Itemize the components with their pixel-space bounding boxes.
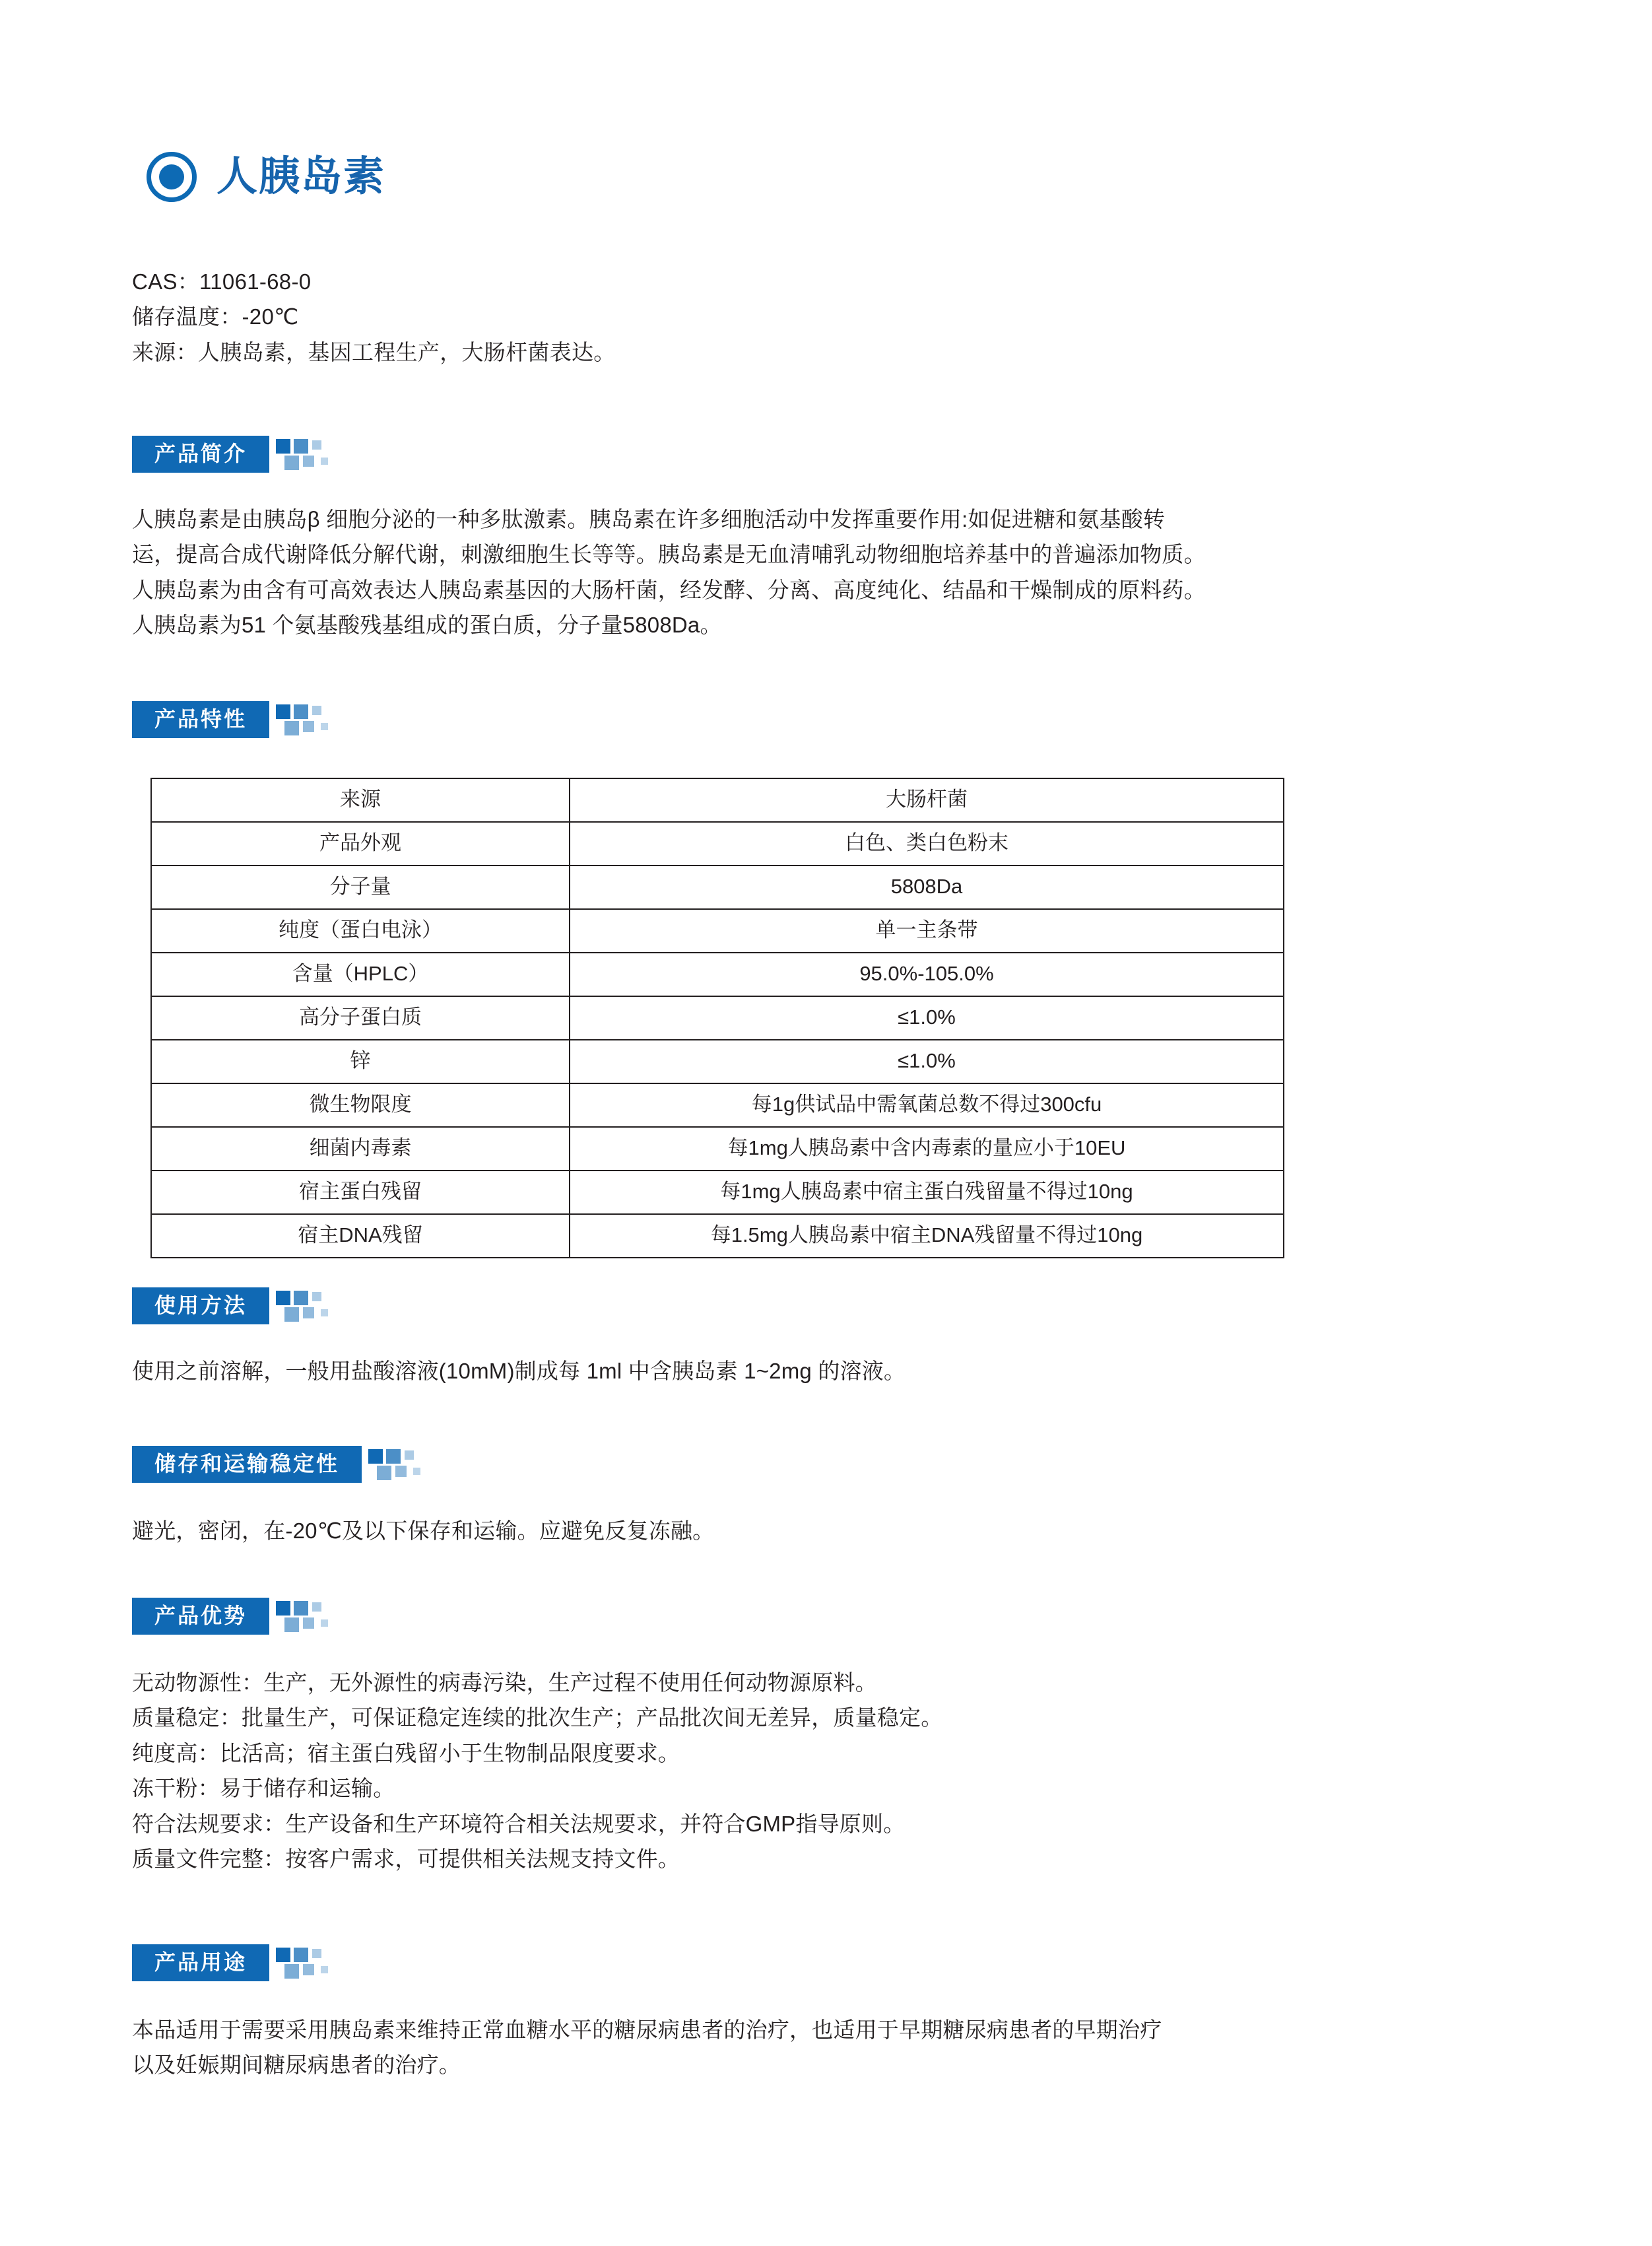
advantages-text bbox=[132, 1665, 1538, 1877]
section-heading-application-label: 产品用途 bbox=[132, 1944, 269, 1981]
table-row bbox=[151, 1127, 1284, 1171]
section-heading-usage bbox=[132, 1287, 357, 1324]
table-cell-name: 来源 bbox=[151, 778, 570, 822]
table-cell-value: 每1.5mg人胰岛素中宿主DNA残留量不得过10ng bbox=[570, 1214, 1284, 1258]
intro-line: 人胰岛素是由胰岛β 细胞分泌的一种多肽激素。胰岛素在许多细胞活动中发挥重要作用:如促进糖和氨基酸转 bbox=[132, 507, 1166, 531]
table-cell-value: ≤1.0% bbox=[570, 1040, 1284, 1083]
table-cell-value: 每1mg人胰岛素中含内毒素的量应小于10EU bbox=[570, 1127, 1284, 1171]
table-row bbox=[151, 1171, 1284, 1214]
table-cell-value: 白色、类白色粉末 bbox=[570, 822, 1284, 866]
page-title: 人胰岛素 bbox=[216, 154, 386, 199]
application-text bbox=[132, 2012, 1538, 2083]
advantages-line: 质量稳定：批量生产，可保证稳定连续的批次生产；产品批次间无差异，质量稳定。 bbox=[132, 1705, 943, 1730]
table-cell-value: 5808Da bbox=[570, 866, 1284, 909]
table-cell-value: 每1g供试品中需氧菌总数不得过300cfu bbox=[570, 1083, 1284, 1127]
table-cell-value: 大肠杆菌 bbox=[570, 778, 1284, 822]
bullet-icon bbox=[147, 152, 197, 202]
application-line: 以及妊娠期间糖尿病患者的治疗。 bbox=[132, 2053, 461, 2078]
intro-line: 人胰岛素为由含有可高效表达人胰岛素基因的大肠杆菌，经发酵、分离、高度纯化、结晶和干燥制成的原料药。 bbox=[132, 577, 1206, 602]
meta-storage-temp: 储存温度：-20℃ bbox=[132, 304, 299, 329]
table-row bbox=[151, 996, 1284, 1040]
heading-decoration-icon bbox=[275, 1288, 357, 1324]
table-cell-name: 微生物限度 bbox=[151, 1083, 570, 1127]
specification-table bbox=[150, 778, 1284, 1258]
intro-line: 运，提高合成代谢降低分解代谢，刺激细胞生长等等。胰岛素是无血清哺乳动物细胞培养基中的普遍添加物质。 bbox=[132, 542, 1206, 567]
table-cell-name: 宿主蛋白残留 bbox=[151, 1171, 570, 1214]
page-title-row bbox=[147, 152, 385, 202]
table-row bbox=[151, 1214, 1284, 1258]
table-cell-value: 95.0%-105.0% bbox=[570, 953, 1284, 996]
meta-source: 来源：人胰岛素，基因工程生产，大肠杆菌表达。 bbox=[132, 339, 616, 364]
meta-block bbox=[132, 264, 616, 370]
table-cell-name: 含量（HPLC） bbox=[151, 953, 570, 996]
intro-text bbox=[132, 502, 1538, 643]
table-cell-name: 产品外观 bbox=[151, 822, 570, 866]
table-row bbox=[151, 909, 1284, 953]
usage-line: 使用之前溶解，一般用盐酸溶液(10mM)制成每 1ml 中含胰岛素 1~2mg 的溶液。 bbox=[132, 1359, 906, 1383]
table-cell-value: 单一主条带 bbox=[570, 909, 1284, 953]
heading-decoration-icon bbox=[275, 702, 357, 738]
section-heading-advantages bbox=[132, 1598, 357, 1635]
table-cell-name: 分子量 bbox=[151, 866, 570, 909]
table-cell-value: ≤1.0% bbox=[570, 996, 1284, 1040]
table-row bbox=[151, 1040, 1284, 1083]
advantages-line: 冻干粉：易于储存和运输。 bbox=[132, 1776, 395, 1801]
heading-decoration-icon bbox=[275, 1598, 357, 1635]
section-heading-intro bbox=[132, 436, 357, 473]
application-line: 本品适用于需要采用胰岛素来维持正常血糖水平的糖尿病患者的治疗，也适用于早期糖尿病患者的早期治疗 bbox=[132, 2018, 1162, 2042]
table-cell-value: 每1mg人胰岛素中宿主蛋白残留量不得过10ng bbox=[570, 1171, 1284, 1214]
table-cell-name: 纯度（蛋白电泳） bbox=[151, 909, 570, 953]
meta-cas: CAS：11061-68-0 bbox=[132, 269, 312, 294]
section-heading-usage-label: 使用方法 bbox=[132, 1287, 269, 1324]
section-heading-features bbox=[132, 701, 357, 738]
advantages-line: 无动物源性：生产，无外源性的病毒污染，生产过程不使用任何动物源原料。 bbox=[132, 1670, 877, 1695]
section-heading-advantages-label: 产品优势 bbox=[132, 1598, 269, 1635]
stability-text bbox=[132, 1513, 1538, 1548]
table-row bbox=[151, 953, 1284, 996]
advantages-line: 符合法规要求：生产设备和生产环境符合相关法规要求，并符合GMP指导原则。 bbox=[132, 1811, 906, 1836]
table-row bbox=[151, 778, 1284, 822]
advantages-line: 质量文件完整：按客户需求，可提供相关法规支持文件。 bbox=[132, 1847, 680, 1872]
heading-decoration-icon bbox=[275, 1945, 357, 1981]
advantages-line: 纯度高：比活高；宿主蛋白残留小于生物制品限度要求。 bbox=[132, 1740, 680, 1765]
section-heading-intro-label: 产品简介 bbox=[132, 436, 269, 473]
table-cell-name: 宿主DNA残留 bbox=[151, 1214, 570, 1258]
section-heading-features-label: 产品特性 bbox=[132, 701, 269, 738]
table-cell-name: 锌 bbox=[151, 1040, 570, 1083]
heading-decoration-icon bbox=[275, 436, 357, 473]
section-heading-application bbox=[132, 1944, 357, 1981]
table-cell-name: 高分子蛋白质 bbox=[151, 996, 570, 1040]
table-row bbox=[151, 1083, 1284, 1127]
section-heading-stability-label: 储存和运输稳定性 bbox=[132, 1446, 362, 1483]
table-cell-name: 细菌内毒素 bbox=[151, 1127, 570, 1171]
table-row bbox=[151, 822, 1284, 866]
table-row bbox=[151, 866, 1284, 909]
stability-line: 避光，密闭，在-20℃及以下保存和运输。应避免反复冻融。 bbox=[132, 1518, 715, 1543]
section-heading-stability bbox=[132, 1446, 449, 1483]
usage-text bbox=[132, 1353, 1538, 1388]
heading-decoration-icon bbox=[367, 1446, 449, 1483]
intro-line: 人胰岛素为51 个氨基酸残基组成的蛋白质，分子量5808Da。 bbox=[132, 613, 722, 638]
